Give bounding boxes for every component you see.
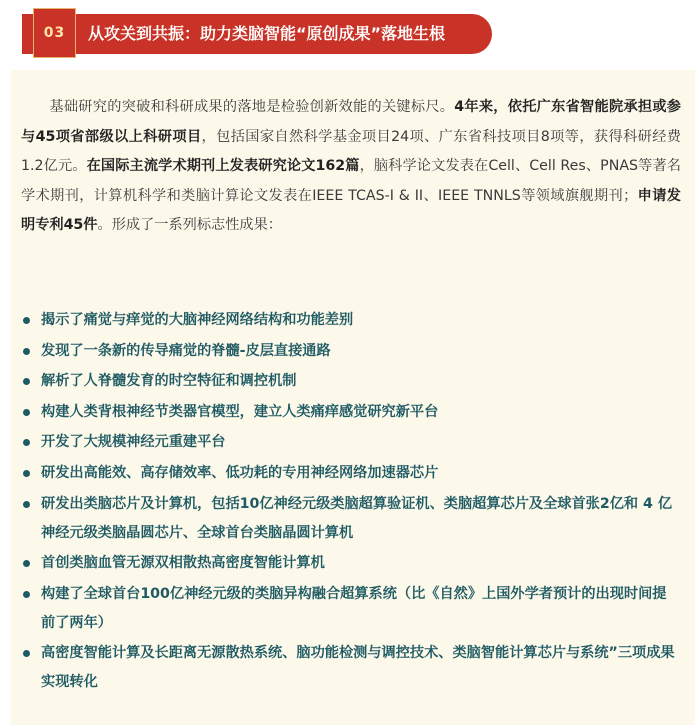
intro-text-2: ，包括国家自然科学基金项目24项、广东省科技项目8项等，获得科研经费1.2亿元。 bbox=[21, 128, 681, 174]
list-item bbox=[11, 580, 675, 638]
intro-text-3: ，脑科学论文发表在Cell、Cell Res、PNAS等著名学术期刊，计算机科学和类脑计算论文发表在IEEE TCAS-I & II、IEEE TNNLS等领域旗舰期刊； bbox=[21, 158, 681, 204]
achievement-list bbox=[11, 306, 695, 699]
bullet-dot-icon bbox=[23, 591, 30, 598]
bullet-dot-icon bbox=[23, 560, 30, 567]
list-item-text: 研发出类脑芯片及计算机，包括10亿神经元级类脑超算验证机、类脑超算芯片及全球首张2亿和 4 亿神经元级类脑晶圆芯片、全球首台类脑晶圆计算机 bbox=[41, 495, 673, 541]
list-item bbox=[11, 549, 675, 578]
list-item-text: 首创类脑血管无源双相散热高密度智能计算机 bbox=[41, 555, 325, 572]
content-panel bbox=[11, 70, 695, 725]
bullet-dot-icon bbox=[23, 348, 30, 355]
bullet-dot-icon bbox=[23, 317, 30, 324]
list-item-text: 高密度智能计算及长距离无源散热系统、脑功能检测与调控技术、类脑智能计算芯片与系统”三项成果实现转化 bbox=[41, 645, 675, 691]
bullet-dot-icon bbox=[23, 409, 30, 416]
section-number-badge bbox=[33, 8, 76, 58]
intro-highlight-patents: 申请发明专利45件 bbox=[21, 187, 681, 233]
list-item-text: 构建人类背根神经节类器官模型，建立人类痛痒感觉研究新平台 bbox=[41, 403, 439, 420]
bullet-dot-icon bbox=[23, 470, 30, 477]
list-item bbox=[11, 428, 675, 457]
list-item-text: 开发了大规模神经元重建平台 bbox=[41, 434, 226, 451]
section-number: 03 bbox=[43, 25, 66, 41]
list-item bbox=[11, 337, 675, 366]
bullet-dot-icon bbox=[23, 378, 30, 385]
intro-highlight-papers: 在国际主流学术期刊上发表研究论文162篇 bbox=[86, 158, 360, 174]
list-item-text: 构建了全球首台100亿神经元级的类脑异构融合超算系统（比《自然》上国外学者预计的出现时间提前了两年） bbox=[41, 585, 667, 631]
list-item bbox=[11, 306, 675, 335]
list-item-text: 发现了一条新的传导痛觉的脊髓-皮层直接通路 bbox=[41, 342, 331, 359]
intro-paragraph bbox=[21, 93, 681, 241]
list-item bbox=[11, 367, 675, 396]
section-title: 从攻关到共振：助力类脑智能“原创成果”落地生根 bbox=[88, 24, 446, 43]
intro-text-4: 。形成了一系列标志性成果： bbox=[97, 217, 282, 233]
list-item bbox=[11, 490, 675, 548]
list-item bbox=[11, 459, 675, 488]
list-item bbox=[11, 639, 675, 697]
list-item-text: 解析了人脊髓发育的时空特征和调控机制 bbox=[41, 373, 297, 390]
intro-highlight-projects: 4年来，依托广东省智能院承担或参与45项省部级以上科研项目 bbox=[21, 99, 681, 145]
list-item-text: 研发出高能效、高存储效率、低功耗的专用神经网络加速器芯片 bbox=[41, 464, 439, 481]
intro-text-1: 基础研究的突破和科研成果的落地是检验创新效能的关键标尺。 bbox=[49, 99, 455, 115]
bullet-dot-icon bbox=[23, 650, 30, 657]
bullet-dot-icon bbox=[23, 501, 30, 508]
list-item bbox=[11, 398, 675, 427]
bullet-dot-icon bbox=[23, 439, 30, 446]
list-item-text: 揭示了痛觉与痒觉的大脑神经网络结构和功能差别 bbox=[41, 312, 354, 328]
